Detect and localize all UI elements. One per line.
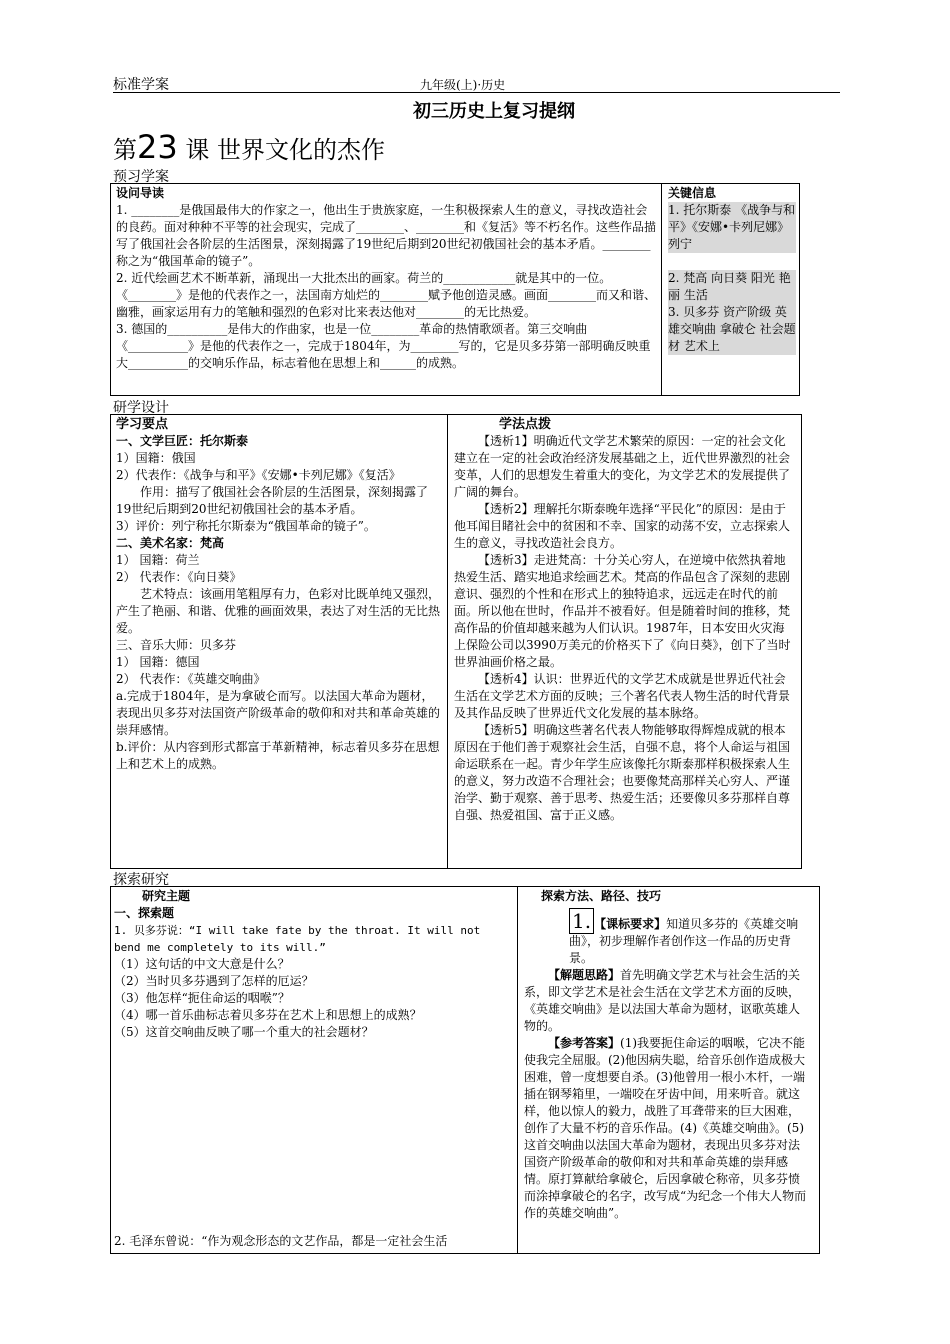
tip-2: 【透析2】理解托尔斯泰晚年选择“平民化”的原因：是由于他耳闻目睹社会中的贫困和不幸、国家的动荡不安，立志探索人生的意义，寻找改造社会良方。 bbox=[454, 502, 791, 550]
requirement-label: 【课标要求】 bbox=[594, 917, 667, 931]
question-1-intro: 1. 贝多芬说：“I will take fate by the throat. It will not bend me completely to its will.” bbox=[114, 924, 481, 954]
lesson-suffix: 课 世界文化的杰作 bbox=[185, 136, 385, 164]
question-1-3: （3）他怎样“扼住命运的咽喉”？ bbox=[114, 991, 290, 1005]
requirement-text: 知道贝多芬的《英雄交响曲》，初步理解作者创作这一作品的历史背景。 bbox=[569, 917, 799, 965]
point-line-2: 1）国籍：俄国 bbox=[116, 451, 196, 465]
explore-subtitle: 一、探索题 bbox=[114, 906, 175, 920]
header-left: 标准学案 bbox=[113, 77, 169, 93]
preview-box bbox=[110, 183, 800, 396]
approach bbox=[524, 967, 811, 1035]
answer-text: (1)我要扼住命运的咽喉，它决不能使我完全屈服。(2)他因病失聪，给音乐创作造成极大困难，曾一度想要自杀。(3)他曾用一根小木杆，一端插在钢琴箱里，一端咬在牙齿中间，用来听音。就这样，他以惊人的毅力，战胜了耳聋带来的巨大困难，创作了大量不朽的音乐作品。(4)《英雄交响曲》。(5)这首交响曲以法国大革命为题材，表现出贝多芬对法国资产阶级革命的敬仰和对共和革命英雄的崇拜感情。原打算献给拿破仑，后因拿破仑称帝，贝多芬愤而涂掉拿破仑的名字，改写成“为纪念一个伟大人物而作的英雄交响曲”。 bbox=[524, 1036, 807, 1220]
lesson-title bbox=[113, 128, 385, 166]
explore-methods bbox=[524, 888, 811, 1222]
question-1-2: （2）当时贝多芬遇到了怎样的厄运？ bbox=[114, 974, 314, 988]
key-info bbox=[668, 185, 796, 355]
guide-item-2: 2. 近代绘画艺术不断革新，涌现出一大批杰出的画家。荷兰的____________就是其中的一位。《________》是他的代表作之一，法国南方灿烂的________赋予他创造灵感。画面________而又和谐、幽雅，画家运用有力的笔触和强烈的色彩对比来表达他对________的无比热爱。 bbox=[116, 271, 657, 319]
point-line-5: 3）评价：列宁称托尔斯泰为“俄国革命的镜子”。 bbox=[116, 519, 376, 533]
lesson-number: 23 bbox=[137, 128, 178, 166]
question-1-1: （1）这句话的中文大意是什么？ bbox=[114, 957, 290, 971]
key-item-2: 2. 梵高 向日葵 阳光 艳丽 生活 bbox=[668, 270, 796, 304]
requirement bbox=[524, 911, 811, 967]
guide-content bbox=[116, 185, 656, 372]
explore-methods-title: 探索方法、路径、技巧 bbox=[541, 889, 662, 903]
point-line-4: 作用：描写了俄国社会各阶层的生活图景，深刻揭露了19世纪后期到20世纪初俄国社会的基本矛盾。 bbox=[116, 485, 429, 516]
method-tips-title: 学法点拨 bbox=[499, 417, 552, 432]
explore-divider bbox=[517, 886, 518, 1254]
number-one-box: 1. bbox=[569, 908, 594, 934]
design-section-label: 研学设计 bbox=[113, 400, 169, 416]
approach-text: 首先明确文学艺术与社会生活的关系，即文学艺术是社会生活在文学艺术方面的反映，《英雄交响曲》是以法国大革命为题材，讴歌英雄人物的。 bbox=[524, 968, 801, 1033]
reference-answer bbox=[524, 1035, 811, 1222]
design-box bbox=[110, 414, 802, 869]
point-line-3: 2）代表作：《战争与和平》《安娜•卡列尼娜》《复活》 bbox=[116, 468, 401, 482]
research-topic-title: 研究主题 bbox=[142, 889, 191, 903]
study-points bbox=[116, 416, 441, 773]
explore-box bbox=[110, 886, 820, 1254]
point-line-1: 一、文学巨匠：托尔斯泰 bbox=[116, 434, 249, 448]
approach-label: 【解题思路】 bbox=[548, 968, 621, 982]
question-1-5: （5）这首交响曲反映了哪一个重大的社会题材？ bbox=[114, 1025, 374, 1039]
research-topic bbox=[114, 888, 509, 1252]
guide-item-3: 3. 德国的__________是伟大的作曲家，也是一位________革命的热情歌颂者。第三交响曲《__________》是他的代表作之一，完成于1804年，为________写的，它是贝多芬第一部明确反映重大__________的交响乐作品，标志着他在思想上和______的成熟。 bbox=[116, 322, 651, 370]
key-item-3: 3. 贝多芬 资产阶级 英雄交响曲 拿破仑 社会题材 艺术上 bbox=[668, 305, 796, 353]
point-line-8: 2） 代表作：《向日葵》 bbox=[116, 570, 242, 584]
method-tips bbox=[454, 416, 796, 824]
tip-4: 【透析4】认识：世界近代的文学艺术成就是世界近代社会生活在文学艺术方面的反映；三个著名代表人物生活的时代背景及其作品反映了世界近代文化发展的基本脉络。 bbox=[454, 672, 791, 720]
point-line-10: 三、音乐大师：贝多芬 bbox=[116, 638, 237, 652]
question-2: 2. 毛泽东曾说：“作为观念形态的文艺作品，都是一定社会生活 bbox=[114, 1234, 448, 1248]
header-center: 九年级(上)·历史 bbox=[420, 78, 506, 92]
guide-title: 设问导读 bbox=[116, 186, 165, 200]
point-line-7: 1） 国籍：荷兰 bbox=[116, 553, 200, 567]
tip-3: 【透析3】走进梵高：十分关心穷人，在逆境中依然执着地热爱生活、踏实地追求绘画艺术。梵高的作品包含了深刻的悲剧意识、强烈的个性和在形式上的独特追求，远远走在时代的前面。所以他在世时，作品并不被看好。但是随着时间的推移，梵高作品的价值却越来越为人们认识。1987年，日本安田火灾海上保险公司以3990万美元的价格买下了《向日葵》，创下了当时世界油画价格之最。 bbox=[454, 553, 791, 669]
page-title: 初三历史上复习提纲 bbox=[413, 101, 575, 122]
tip-1: 【透析1】明确近代文学艺术繁荣的原因：一定的社会文化建立在一定的社会政治经济发展基础之上，近代世界激烈的社会变革，人们的思想发生着重大的变化，为文学艺术的发展提供了广阔的舞台。 bbox=[454, 434, 791, 499]
lesson-prefix: 第 bbox=[113, 136, 137, 164]
point-line-14: b.评价：从内容到形式都富于革新精神，标志着贝多芬在思想上和艺术上的成熟。 bbox=[116, 740, 440, 771]
answer-label: 【参考答案】 bbox=[548, 1036, 621, 1050]
point-line-6: 二、美术名家：梵高 bbox=[116, 536, 225, 550]
key-item-1: 1. 托尔斯泰 《战争与和平》《安娜•卡列尼娜》 列宁 bbox=[668, 203, 796, 251]
study-points-title: 学习要点 bbox=[116, 417, 169, 432]
point-line-11: 1） 国籍：德国 bbox=[116, 655, 200, 669]
question-1-4: （4）哪一首乐曲标志着贝多芬在艺术上和思想上的成熟？ bbox=[114, 1008, 422, 1022]
explore-section-label: 探索研究 bbox=[113, 872, 169, 888]
header-divider bbox=[113, 92, 840, 93]
guide-item-1: 1. ________是俄国最伟大的作家之一，他出生于贵族家庭，一生积极探索人生的意义，寻找改造社会的良药。面对种种不平等的社会现实，完成了________、________和《复活》等不朽名作。这些作品描写了俄国社会各阶层的生活图景，深刻揭露了19世纪后期到20世纪初俄国社会的基本矛盾。________称之为“俄国革命的镜子”。 bbox=[116, 203, 657, 268]
key-title: 关键信息 bbox=[668, 186, 717, 200]
point-line-12: 2） 代表作：《英雄交响曲》 bbox=[116, 672, 266, 686]
point-line-13: a.完成于1804年，是为拿破仑而写。以法国大革命为题材，表现出贝多芬对法国资产阶级革命的敬仰和对共和革命英雄的崇拜感情。 bbox=[116, 689, 441, 737]
preview-divider bbox=[661, 183, 662, 396]
tip-5: 【透析5】明确这些著名代表人物能够取得辉煌成就的根本原因在于他们善于观察社会生活，自强不息，将个人命运与祖国命运联系在一起。青少年学生应该像托尔斯泰那样积极探索人生的意义，努力改造不合理社会；也要像梵高那样关心穷人、严谨治学、勤于观察、善于思考、热爱生活；还要像贝多芬那样自尊自强、热爱祖国、富于正义感。 bbox=[454, 723, 791, 822]
design-divider bbox=[447, 414, 448, 869]
point-line-9: 艺术特点：该画用笔粗厚有力，色彩对比既单纯又强烈，产生了艳丽、和谐、优雅的画面效果，表达了对生活的无比热爱。 bbox=[116, 587, 441, 635]
preview-section-label: 预习学案 bbox=[113, 169, 169, 185]
